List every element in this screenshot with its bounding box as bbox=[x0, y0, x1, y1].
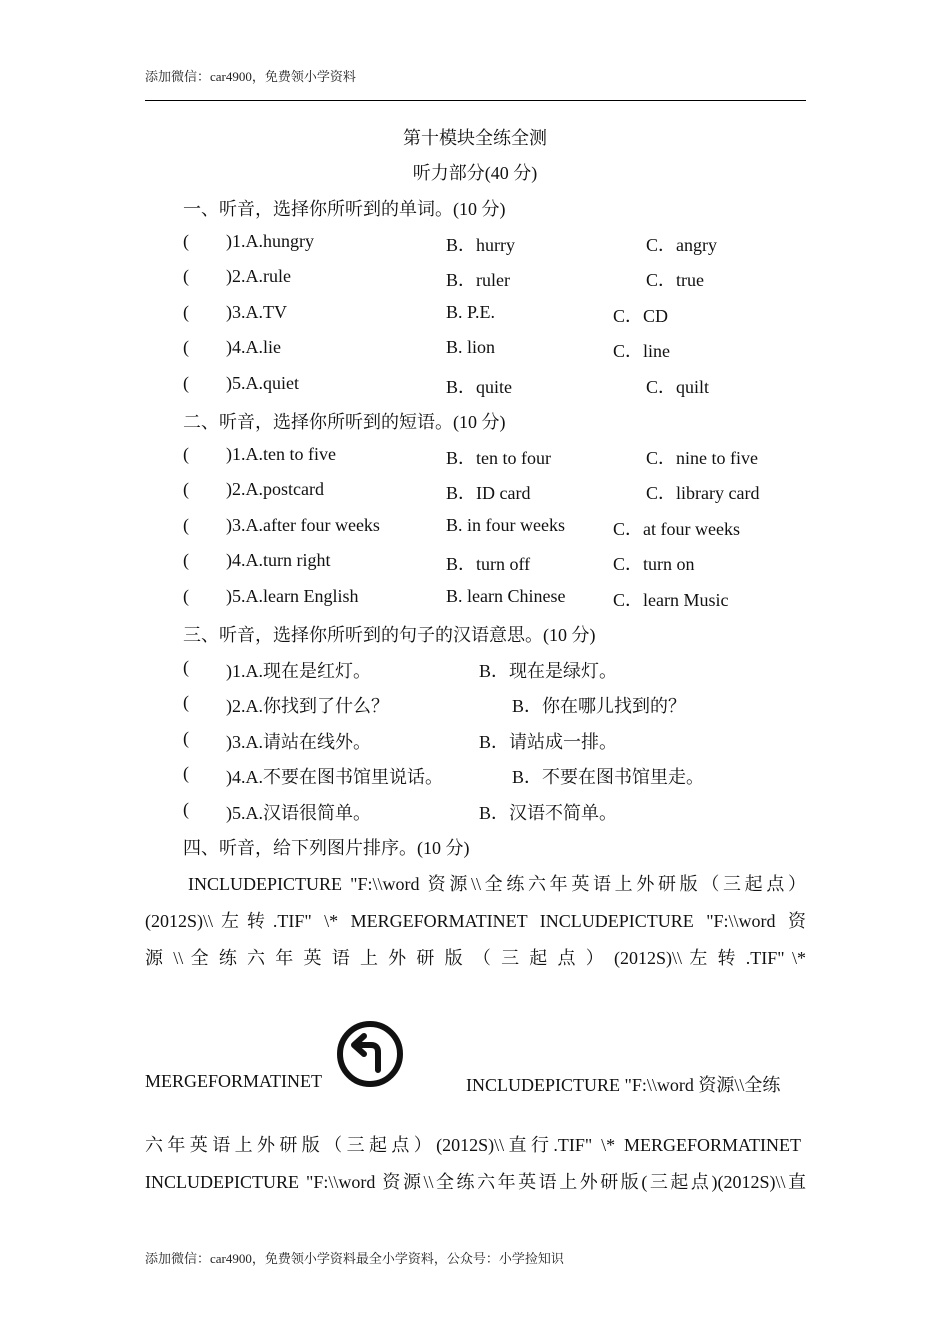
page-subtitle: 听力部分(40 分) bbox=[412, 163, 538, 183]
answer-blank[interactable]: ( bbox=[183, 586, 189, 606]
option-c: C．learn Music bbox=[613, 590, 729, 610]
option-b: B．turn off bbox=[446, 554, 531, 574]
answer-blank[interactable]: ( bbox=[183, 728, 189, 748]
field-code-line: INCLUDEPICTURE "F:\\word 资源\\全练六年英语上外研版(三起点)(2012S)\\直 bbox=[145, 1172, 806, 1192]
field-code-line: INCLUDEPICTURE "F:\\word 资源\\全练 bbox=[466, 1075, 781, 1095]
option-b: B．不要在图书馆里走。 bbox=[512, 767, 705, 787]
answer-blank[interactable]: ( bbox=[183, 231, 189, 251]
answer-blank[interactable]: ( bbox=[183, 763, 189, 783]
answer-blank[interactable]: ( bbox=[183, 692, 189, 712]
option-b: B．现在是绿灯。 bbox=[479, 661, 618, 681]
option-c: C．true bbox=[646, 270, 704, 290]
field-code-line: MERGEFORMATINET bbox=[145, 1071, 323, 1091]
option-a: )3.A.after four weeks bbox=[226, 515, 380, 535]
field-code-line: INCLUDEPICTURE "F:\\word 资源\\全练六年英语上外研版（三起点） bbox=[188, 874, 806, 894]
answer-blank[interactable]: ( bbox=[183, 799, 189, 819]
answer-blank[interactable]: ( bbox=[183, 373, 189, 393]
field-code-line: (2012S)\\左转.TIF" \* MERGEFORMATINET INCLUDEPICTURE "F:\\word 资 bbox=[145, 911, 806, 931]
page-title: 第十模块全练全测 bbox=[403, 128, 547, 148]
option-a: )5.A.quiet bbox=[226, 373, 299, 393]
option-c: C．library card bbox=[646, 483, 760, 503]
option-a: )2.A.rule bbox=[226, 266, 291, 286]
option-a: )5.A.汉语很简单。 bbox=[226, 803, 371, 823]
option-b: B．ten to four bbox=[446, 448, 551, 468]
option-a: )1.A.hungry bbox=[226, 231, 314, 251]
section-2-heading: 二、听音，选择你所听到的短语。(10 分) bbox=[183, 412, 506, 432]
answer-blank[interactable]: ( bbox=[183, 266, 189, 286]
option-b: B．汉语不简单。 bbox=[479, 803, 618, 823]
field-code-line: 源 \\ 全 练 六 年 英 语 上 外 研 版 （ 三 起 点 ） (2012S)\\ 左 转 .TIF" \* bbox=[145, 948, 806, 968]
option-a: )2.A.你找到了什么？ bbox=[226, 696, 389, 716]
option-a: )4.A.turn right bbox=[226, 550, 331, 570]
answer-blank[interactable]: ( bbox=[183, 657, 189, 677]
option-b: B．ruler bbox=[446, 270, 510, 290]
option-c: C．quilt bbox=[646, 377, 710, 397]
option-c: C．line bbox=[613, 341, 670, 361]
option-b: B. learn Chinese bbox=[446, 586, 566, 606]
option-b: B．请站成一排。 bbox=[479, 732, 618, 752]
header-text: 添加微信：car4900，免费领小学资料 bbox=[145, 69, 356, 84]
option-a: )4.A.不要在图书馆里说话。 bbox=[226, 767, 443, 787]
option-a: )3.A.TV bbox=[226, 302, 287, 322]
option-b: B．你在哪儿找到的？ bbox=[512, 696, 687, 716]
answer-blank[interactable]: ( bbox=[183, 515, 189, 535]
option-a: )4.A.lie bbox=[226, 337, 281, 357]
option-c: C．turn on bbox=[613, 554, 695, 574]
section-1-heading: 一、听音，选择你所听到的单词。(10 分) bbox=[183, 199, 506, 219]
option-a: )5.A.learn English bbox=[226, 586, 359, 606]
option-a: )1.A.ten to five bbox=[226, 444, 336, 464]
option-a: )1.A.现在是红灯。 bbox=[226, 661, 371, 681]
answer-blank[interactable]: ( bbox=[183, 479, 189, 499]
option-a: )2.A.postcard bbox=[226, 479, 324, 499]
answer-blank[interactable]: ( bbox=[183, 302, 189, 322]
option-c: C．angry bbox=[646, 235, 717, 255]
option-b: B．quite bbox=[446, 377, 512, 397]
answer-blank[interactable]: ( bbox=[183, 550, 189, 570]
turn-left-sign-icon bbox=[336, 1020, 404, 1088]
option-c: C．at four weeks bbox=[613, 519, 740, 539]
page-footer: 添加微信：car4900，免费领小学资料最全小学资料，公众号：小学捡知识 bbox=[145, 1251, 564, 1266]
option-b: B. lion bbox=[446, 337, 496, 357]
option-b: B．hurry bbox=[446, 235, 515, 255]
option-c: C．CD bbox=[613, 306, 669, 326]
section-4-heading: 四、听音，给下列图片排序。(10 分) bbox=[183, 838, 470, 858]
answer-blank[interactable]: ( bbox=[183, 444, 189, 464]
option-b: B．ID card bbox=[446, 483, 531, 503]
section-3-heading: 三、听音，选择你所听到的句子的汉语意思。(10 分) bbox=[183, 625, 596, 645]
answer-blank[interactable]: ( bbox=[183, 337, 189, 357]
option-c: C．nine to five bbox=[646, 448, 758, 468]
header-rule bbox=[145, 100, 806, 101]
field-code-line: 六年英语上外研版（三起点）(2012S)\\直行.TIF" \* MERGEFORMATINET bbox=[145, 1135, 801, 1155]
option-b: B. in four weeks bbox=[446, 515, 565, 535]
option-a: )3.A.请站在线外。 bbox=[226, 732, 371, 752]
option-b: B. P.E. bbox=[446, 302, 496, 322]
